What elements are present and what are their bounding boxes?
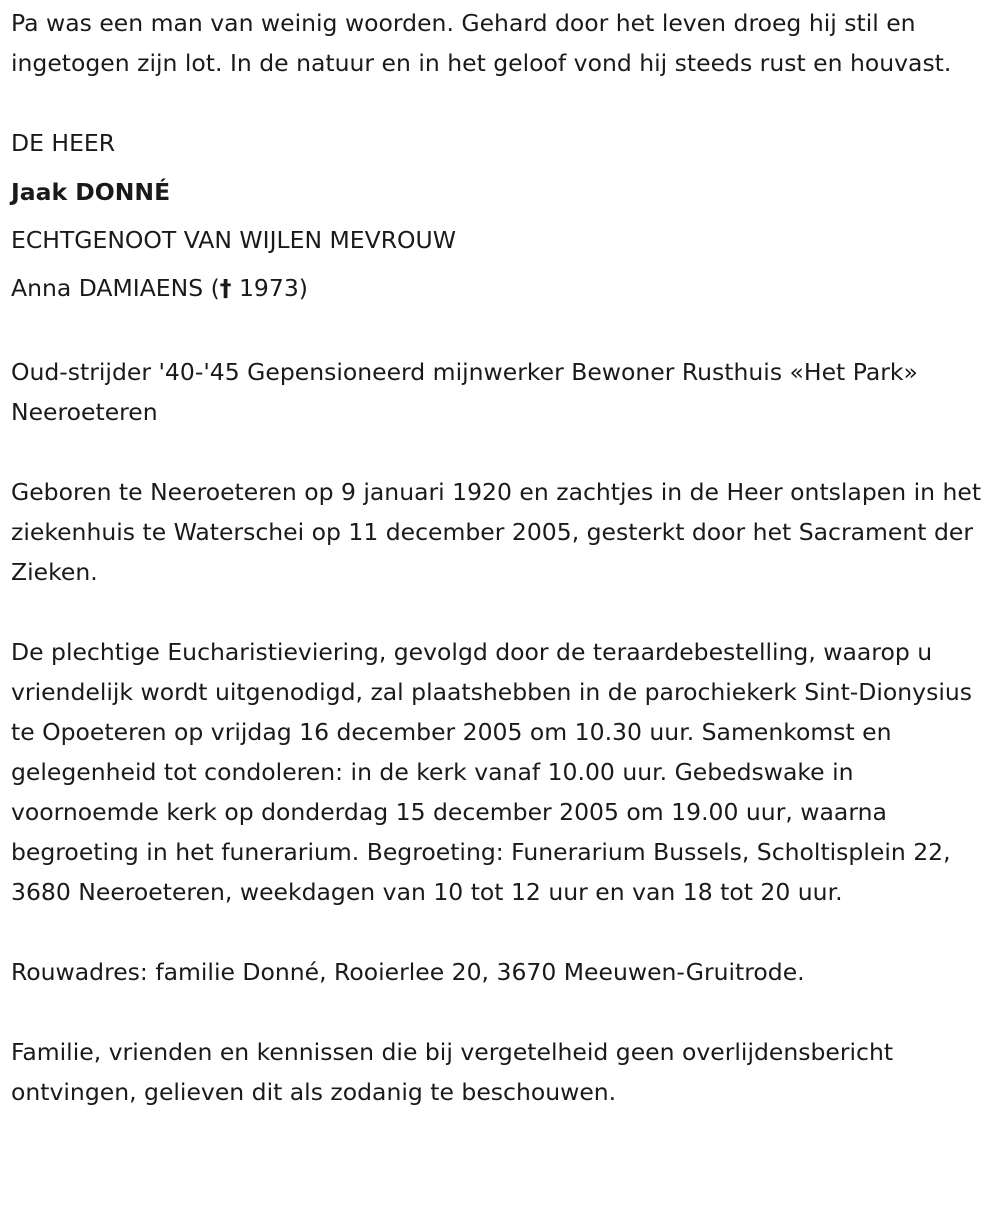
spouse-death-year: 1973) <box>231 274 308 302</box>
spouse-line: ECHTGENOOT VAN WIJLEN MEVROUW <box>11 226 456 254</box>
closing-paragraph: Familie, vrienden en kennissen die bij vergetelheid geen overlijdensbericht ontvingen, gelieven dit als zodanig te beschouwen. <box>11 1038 894 1106</box>
address-paragraph: Rouwadres: familie Donné, Rooierlee 20, 3670 Meeuwen-Gruitrode. <box>11 958 805 986</box>
birth-death-paragraph: Geboren te Neeroeteren op 9 januari 1920 en zachtjes in de Heer ontslapen in het ziekenhuis te Waterschei op 11 december 2005, gesterkt door het Sacrament der Zieken. <box>11 478 982 586</box>
deceased-heading <box>11 123 992 312</box>
ceremony-paragraph: De plechtige Eucharistieviering, gevolgd door de teraardebestelling, waarop u vriendelijk wordt uitgenodigd, zal plaatshebben in de parochiekerk Sint-Dionysius te Opoeteren op vrijdag 16 december 2005 om 10.30 uur. Samenkomst en gelegenheid tot condoleren: in de kerk vanaf 10.00 uur. Gebedswake in voornoemde kerk op donderdag 15 december 2005 om 19.00 uur, waarna begroeting in het funerarium. Begroeting: Funerarium Bussels, Scholtisplein 22, 3680 Neeroeteren, weekdagen van 10 tot 12 uur en van 18 tot 20 uur. <box>11 638 972 906</box>
deceased-name: Jaak DONNÉ <box>11 178 171 206</box>
intro-paragraph: Pa was een man van weinig woorden. Gehard door het leven droeg hij stil en ingetogen zijn lot. In de natuur en in het geloof vond hij steeds rust en houvast. <box>11 9 952 77</box>
cross-icon: † <box>219 274 232 302</box>
title-prefix: DE HEER <box>11 129 116 157</box>
spouse-name: Anna DAMIAENS ( <box>11 274 220 302</box>
occupation-paragraph: Oud-strijder '40-'45 Gepensioneerd mijnwerker Bewoner Rusthuis «Het Park» Neeroeteren <box>11 358 918 426</box>
spouse-name-line <box>11 264 992 312</box>
